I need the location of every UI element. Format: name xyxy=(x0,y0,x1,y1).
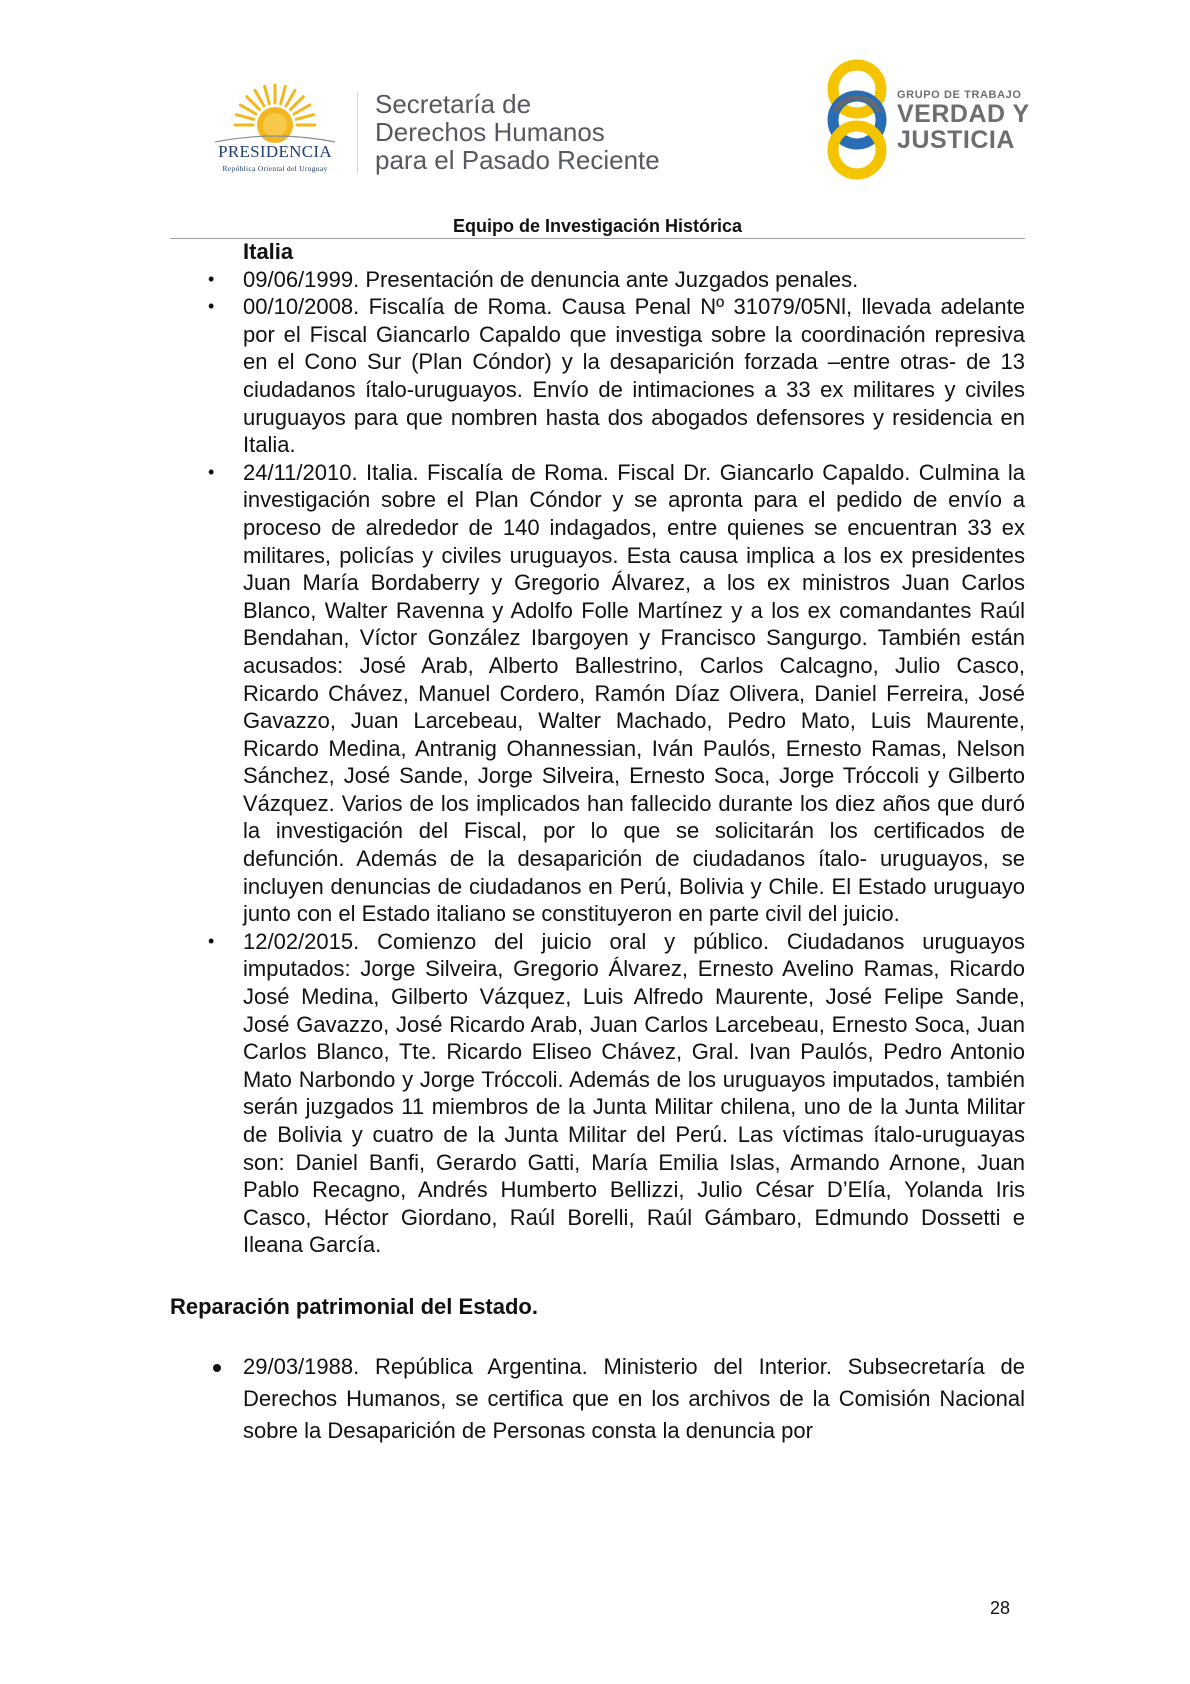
section-heading-italia: Italia xyxy=(243,239,294,264)
sun-ray xyxy=(294,105,310,114)
justicia-label: JUSTICIA xyxy=(897,126,1015,154)
sun-ray xyxy=(291,97,304,110)
page-number: 28 xyxy=(990,1598,1011,1618)
list-item xyxy=(170,928,1025,1259)
header-divider xyxy=(357,92,358,174)
bullet-icon xyxy=(213,1364,221,1372)
header-title: Equipo de Investigación Histórica xyxy=(452,216,743,236)
bullet-icon: • xyxy=(208,268,215,289)
list-item-text: 09/06/1999. Presentación de denuncia ante Juzgados penales. xyxy=(243,266,859,292)
grupo-label: GRUPO DE TRABAJO xyxy=(897,89,1022,101)
page-header xyxy=(0,0,1190,250)
sun-emblem-icon xyxy=(195,80,355,150)
list-item xyxy=(170,266,1025,294)
italia-event-list xyxy=(170,266,1025,1259)
bullet-icon: • xyxy=(208,296,215,317)
list-item-text: 00/10/2008. Fiscalía de Roma. Causa Penal Nº 31079/05Nl, llevada adelante por el Fiscal Giancarlo Capaldo que investiga sobre la coordinación represiva en el Cono Sur (Plan Cóndor) y la desaparición forzada –entre otras- de 13 ciudadanos ítalo-uruguayos. Envío de intimaciones a 33 ex militares y civiles uruguayos para que nombren hasta dos abogados defensores y residencia en Italia. xyxy=(243,294,1025,458)
verdad-label: VERDAD Y xyxy=(897,100,1030,128)
secretaria-logo-text xyxy=(375,90,660,174)
reparacion-event-list xyxy=(170,1351,1025,1447)
presidencia-subtitle: República Oriental del Uruguay xyxy=(222,164,328,173)
interlocked-rings-icon xyxy=(822,57,892,182)
list-item xyxy=(170,1351,1025,1447)
sun-ray xyxy=(255,90,264,106)
sun-ray xyxy=(281,86,286,103)
sun-ray xyxy=(236,115,253,120)
document-body xyxy=(170,238,1025,1447)
sun-ray xyxy=(286,90,295,106)
list-item xyxy=(170,293,1025,459)
verdad-justicia-logo xyxy=(822,57,1032,182)
secretaria-line-3: para el Pasado Reciente xyxy=(375,145,660,175)
section-heading-reparacion: Reparación patrimonial del Estado. xyxy=(170,1293,538,1319)
list-item-text: 29/03/1988. República Argentina. Ministerio del Interior. Subsecretaría de Derechos Humanos, se certifica que en los archivos de la Comisión Nacional sobre la Desaparición de Personas consta la denuncia por xyxy=(243,1353,1025,1443)
sun-ray xyxy=(240,105,256,114)
secretaria-line-1: Secretaría de xyxy=(375,89,532,119)
list-item xyxy=(170,459,1025,928)
list-item-text: 12/02/2015. Comienzo del juicio oral y público. Ciudadanos uruguayos imputados: Jorge Silveira, Gregorio Álvarez, Ernesto Avelino Ramas, Ricardo José Medina, Gilberto Vázquez, Luis Alfredo Maurente, José Felipe Sande, José Gavazzo, José Ricardo Arab, Juan Carlos Larcebeau, Ernesto Soca, Juan Carlos Blanco, Tte. Ricardo Eliseo Chávez, Gral. Ivan Paulós, Pedro Antonio Mato Narbondo y Jorge Tróccoli. Además de los uruguayos imputados, también serán juzgados 11 miembros de la Junta Militar chilena, uno de la Junta Militar de Bolivia y cuatro de la Junta Militar del Perú. Las víctimas ítalo-uruguayas son: Daniel Banfi, Gerardo Gatti, María Emilia Islas, Armando Arnone, Juan Pablo Recagno, Andrés Humberto Bellizzi, Julio César D’Elía, Yolanda Iris Casco, Héctor Giordano, Raúl Borelli, Raúl Gámbaro, Edmundo Dossetti e Ileana García. xyxy=(243,928,1025,1258)
sun-ray xyxy=(296,115,313,120)
sun-ray xyxy=(265,86,270,103)
list-item-text: 24/11/2010. Italia. Fiscalía de Roma. Fiscal Dr. Giancarlo Capaldo. Culmina la investigación sobre el Plan Cóndor y se apronta para el pedido de envío a proceso de alrededor de 140 indagados, entre quienes se encuentran 33 ex militares, policías y civiles uruguayos. Esta causa implica a los ex presidentes Juan María Bordaberry y Gregorio Álvarez, a los ex ministros Juan Carlos Blanco, Walter Ravenna y Adolfo Folle Martínez y a los ex comandantes Raúl Bendahan, Víctor González Ibargoyen y Francisco Sangurgo. También están acusados: José Arab, Alberto Ballestrino, Carlos Calcagno, Julio Casco, Ricardo Chávez, Manuel Cordero, Ramón Díaz Olivera, Daniel Ferreira, José Gavazzo, Juan Larcebeau, Walter Machado, Pedro Mato, Luis Maurente, Ricardo Medina, Antranig Ohannessian, Iván Paulós, Ernesto Ramas, Nelson Sánchez, José Sande, Jorge Silveira, Ernesto Soca, Jorge Tróccoli y Gilberto Vázquez. Varios de los implicados han fallecido durante los diez años que duró la investigación del Fiscal, por lo que se solicitarán los certificados de defunción. Además de la desaparición de ciudadanos ítalo- uruguayos, se incluyen denuncias de ciudadanos en Perú, Bolivia y Chile. El Estado uruguayo junto con el Estado italiano se constituyeron en parte civil del juicio. xyxy=(243,459,1025,927)
sun-ray xyxy=(247,97,260,110)
secretaria-line-2: Derechos Humanos xyxy=(375,117,605,147)
bullet-icon: • xyxy=(208,930,215,951)
presidencia-logo xyxy=(195,80,355,180)
verdad-justicia-text xyxy=(897,89,1030,153)
presidencia-name: PRESIDENCIA xyxy=(218,142,332,161)
bullet-icon: • xyxy=(208,461,215,482)
